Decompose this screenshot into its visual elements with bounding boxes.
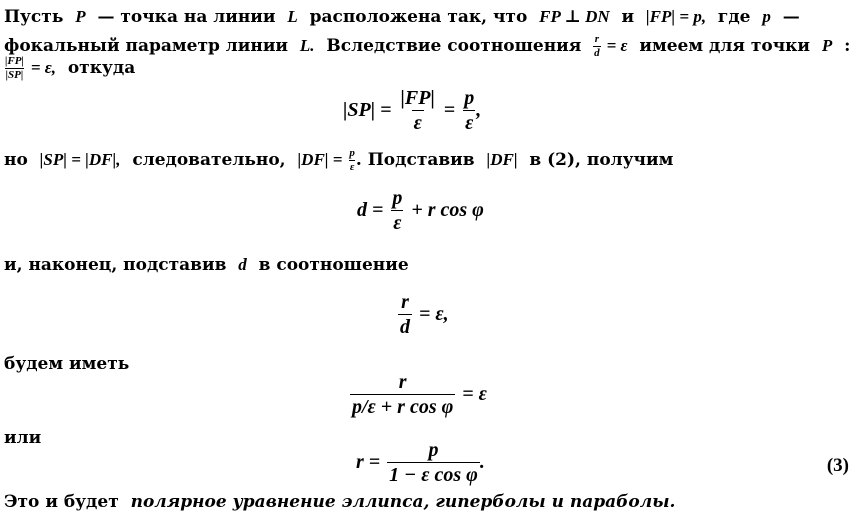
fraction-denominator: ε [349,161,355,173]
text-word: где [717,7,751,27]
math-expr: |DF| = [297,150,343,169]
text-word: откуда [67,58,136,78]
math-var: L. [299,36,315,55]
italic-phrase: полярное уравнение эллипса, гиперболы и параболы. [130,492,676,512]
math-expr: = ε [606,36,628,55]
inline-fraction [593,34,601,59]
text-word: расположена так, что [309,7,528,27]
math-var: p [762,7,771,26]
text-line-7 [4,430,41,447]
math-expr: = ε [462,383,487,405]
inline-fraction [4,56,25,81]
fraction-numerator: p [349,147,355,159]
punct: : [844,36,851,56]
text-word: и [621,7,635,27]
punct: . [479,451,485,473]
math-var: P [821,36,833,55]
text-word: следовательно, [132,150,286,170]
math-expr: r = [356,451,381,473]
dash: — [782,7,800,27]
fraction-numerator: p [428,439,439,461]
text-word: Пусть [4,7,64,27]
punct: , [476,99,482,121]
fraction [350,372,455,417]
dash: — [97,7,115,27]
fraction-numerator: r [398,371,407,393]
fraction-numerator: p [392,187,403,209]
display-equation-1 [343,88,481,133]
fraction-denominator: ε [465,112,474,134]
math-expr: = ε, [30,58,56,77]
equation-number: (3) [826,455,849,476]
math-var: L [287,7,298,26]
display-equation-5 [356,440,485,485]
math-expr: |DF| [486,150,518,169]
math-var: d [238,255,247,274]
text-line-8 [4,494,675,511]
text-word: в (2), получим [529,150,674,170]
fraction-denominator: ε [413,112,422,134]
display-equation-3 [398,292,449,337]
math-expr: |FP| = p, [645,7,707,26]
fraction-denominator: ε [393,212,402,234]
text-line-3 [4,56,135,81]
text-word: фокальный параметр линии [4,36,289,56]
text-word: имеем для точки [639,36,811,56]
math-expr: = ε, [418,303,449,325]
text-word: Вследствие соотношения [326,36,582,56]
text-word: будем иметь [4,354,130,374]
fraction-denominator: p/ε + r cos φ [352,396,454,418]
display-equation-4 [350,372,487,417]
math-expr: + r cos φ [411,199,484,221]
fraction-numerator: r [401,291,409,313]
fraction-denominator: 1 − ε cos φ [389,464,478,486]
fraction-numerator: p [464,87,475,109]
fraction-numerator: |FP| [400,87,435,109]
text-line-4 [4,148,673,173]
fraction-denominator: d [400,316,410,338]
fraction-numerator: |FP| [5,55,24,67]
text-line-6 [4,356,129,373]
fraction [398,292,412,337]
math-expr: d = [357,199,384,221]
text-word: . Подставив [355,150,475,170]
fraction-numerator: r [594,33,600,45]
text-line-1 [4,8,800,26]
fraction [390,188,404,233]
math-expr: FP ⊥ DN [539,7,610,26]
fraction [387,440,480,485]
fraction-denominator: |SP| [5,69,24,81]
text-word: в соотношение [258,255,409,275]
text-line-5 [4,256,409,274]
math-expr: |SP| = |DF|, [39,150,121,169]
text-word: но [4,150,28,170]
display-equation-2 [357,188,484,233]
fraction [462,88,476,133]
inline-fraction [348,148,356,173]
fraction [399,88,437,133]
math-var: P [75,7,86,26]
text-word: и, наконец, подставив [4,255,227,275]
text-word: точка на линии [120,7,276,27]
text-word: Это и будет [4,492,119,512]
equals: = [443,99,456,121]
math-expr: |SP| = [343,99,392,121]
text-word: или [4,428,42,448]
fraction-denominator: d [594,47,600,59]
